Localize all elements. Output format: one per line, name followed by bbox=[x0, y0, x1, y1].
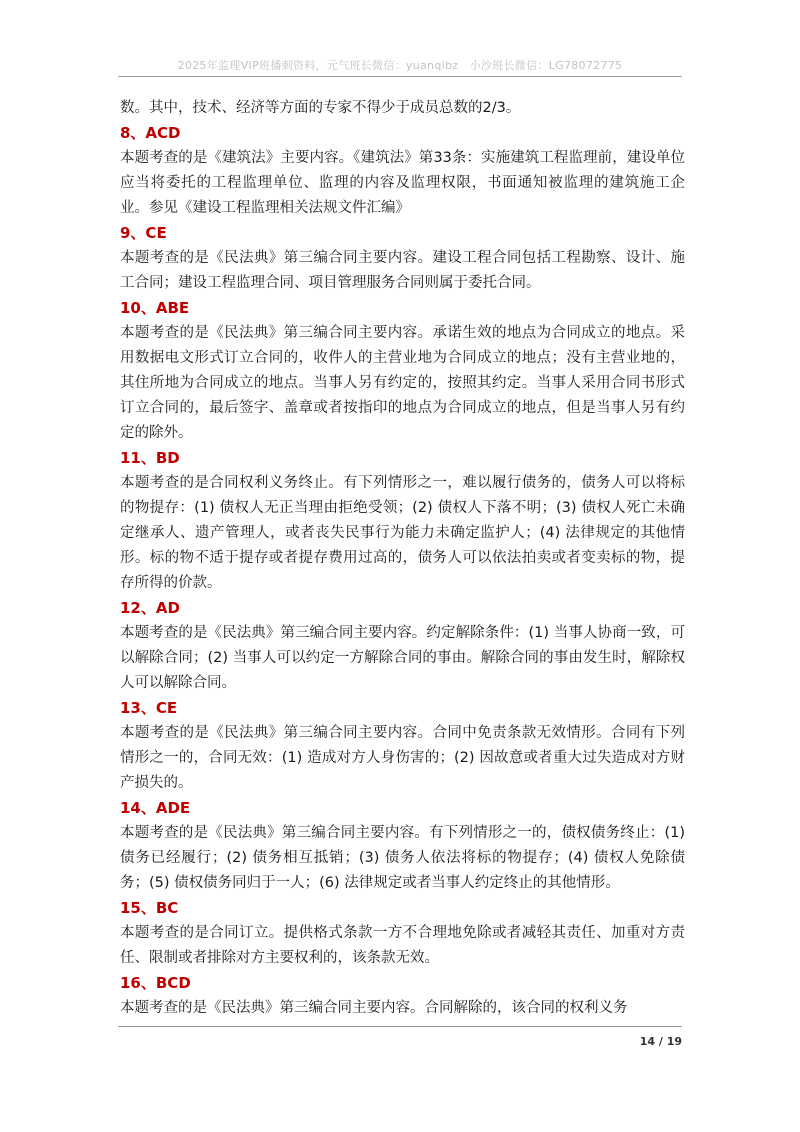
page-header bbox=[118, 54, 682, 77]
answer-label-13: 13、CE bbox=[120, 699, 178, 717]
answer-label-14: 14、ADE bbox=[120, 799, 191, 817]
answer-label-16: 16、BCD bbox=[120, 974, 191, 992]
page-footer bbox=[118, 1026, 682, 1057]
intro-paragraph: 数。其中，技术、经济等方面的专家不得少于成员总数的2/3。 bbox=[120, 100, 521, 116]
explanation-14: 本题考查的是《民法典》第三编合同主要内容。有下列情形之一的，债权债务终止：(1) 债务已经履行；(2) 债务相互抵销；(3) 债务人依法将标的物提存；(4) 债权人免除债务；(5) 债权债务同归于一人；(6) 法律规定或者当事人约定终止的其他情形。 bbox=[120, 825, 685, 891]
answer-label-12: 12、AD bbox=[120, 599, 180, 617]
explanation-9: 本题考查的是《民法典》第三编合同主要内容。建设工程合同包括工程勘察、设计、施工合同；建设工程监理合同、项目管理服务合同则属于委托合同。 bbox=[120, 250, 685, 291]
explanation-16: 本题考查的是《民法典》第三编合同主要内容。合同解除的，该合同的权利义务 bbox=[120, 1000, 628, 1016]
explanation-8: 本题考查的是《建筑法》主要内容。《建筑法》第33条：实施建筑工程监理前，建设单位应当将委托的工程监理单位、监理的内容及监理权限，书面通知被监理的建筑施工企业。参见《建设工程监理相关法规文件汇编》 bbox=[120, 150, 685, 216]
answer-label-15: 15、BC bbox=[120, 899, 179, 917]
answer-label-9: 9、CE bbox=[120, 224, 167, 242]
header-watermark-text: 2025年监理VIP班播刺资料，元气班长微信：yuanqibz 小沙班长微信：LG78072775 bbox=[177, 59, 623, 72]
explanation-11: 本题考查的是合同权利义务终止。有下列情形之一，难以履行债务的，债务人可以将标的物提存：(1) 债权人无正当理由拒绝受领；(2) 债权人下落不明；(3) 债权人死亡未确定继承人、遗产管理人，或者丧失民事行为能力未确定监护人；(4) 法律规定的其他情形。标的物不适于提存或者提存费用过高的，债务人可以依法拍卖或者变卖标的物，提存所得的价款。 bbox=[120, 475, 685, 591]
explanation-15: 本题考查的是合同订立。提供格式条款一方不合理地免除或者减轻其责任、加重对方责任、限制或者排除对方主要权利的，该条款无效。 bbox=[120, 925, 685, 966]
answer-label-10: 10、ABE bbox=[120, 299, 190, 317]
explanation-13: 本题考查的是《民法典》第三编合同主要内容。合同中免责条款无效情形。合同有下列情形之一的，合同无效：(1) 造成对方人身伤害的；(2) 因故意或者重大过失造成对方财产损失的。 bbox=[120, 725, 685, 791]
document-body bbox=[120, 96, 685, 1021]
explanation-12: 本题考查的是《民法典》第三编合同主要内容。约定解除条件：(1) 当事人协商一致，可以解除合同；(2) 当事人可以约定一方解除合同的事由。解除合同的事由发生时，解除权人可以解除合同。 bbox=[120, 625, 685, 691]
answer-label-11: 11、BD bbox=[120, 449, 180, 467]
page-number: 14 / 19 bbox=[639, 1035, 682, 1048]
answer-label-8: 8、ACD bbox=[120, 124, 181, 142]
explanation-10: 本题考查的是《民法典》第三编合同主要内容。承诺生效的地点为合同成立的地点。采用数据电文形式订立合同的，收件人的主营业地为合同成立的地点；没有主营业地的，其住所地为合同成立的地点。当事人另有约定的，按照其约定。当事人采用合同书形式订立合同的，最后签字、盖章或者按指印的地点为合同成立的地点，但是当事人另有约定的除外。 bbox=[120, 325, 685, 441]
